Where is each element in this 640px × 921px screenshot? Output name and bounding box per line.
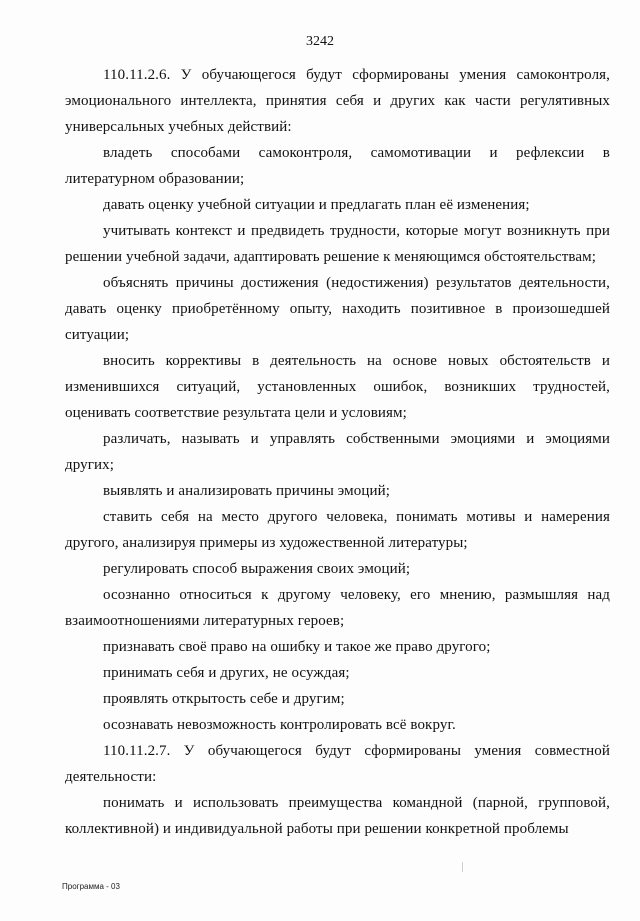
list-item: осознанно относиться к другому человеку, его мнению, размышляя над взаимоотношениями литературных героев; [65,587,610,629]
scan-artifact [462,862,463,872]
list-item: регулировать способ выражения своих эмоций; [103,561,411,577]
paragraph-section-heading: 110.11.2.7. У обучающегося будут сформированы умения совместной деятельности: [65,743,610,785]
page-number: 3242 [306,34,334,49]
list-item: выявлять и анализировать причины эмоций; [103,483,391,499]
list-item: учитывать контекст и предвидеть трудности, которые могут возникнуть при решении учебной задачи, адаптировать решение к меняющимся обстоятельствам; [65,223,610,265]
list-item: понимать и использовать преимущества командной (парной, групповой, коллективной) и индивидуальной работы при решении конкретной проблемы [65,795,610,837]
list-item: ставить себя на место другого человека, понимать мотивы и намерения другого, анализируя примеры из художественной литературы; [65,509,610,551]
list-item: признавать своё право на ошибку и такое же право другого; [103,639,491,655]
document-body [65,62,610,842]
list-item: вносить коррективы в деятельность на основе новых обстоятельств и изменившихся ситуаций, установленных ошибок, возникших трудностей, оценивать соответствие результата цели и условиям; [65,353,610,421]
list-item: давать оценку учебной ситуации и предлагать план её изменения; [103,197,530,213]
list-item: владеть способами самоконтроля, самомотивации и рефлексии в литературном образовании; [65,145,610,187]
list-item: различать, называть и управлять собственными эмоциями и эмоциями других; [65,431,610,473]
list-item: проявлять открытость себе и другим; [103,691,345,707]
paragraph-section-heading: 110.11.2.6. У обучающегося будут сформированы умения самоконтроля, эмоционального интеллекта, принятия себя и других как части регулятивных универсальных учебных действий: [65,67,610,135]
list-item: принимать себя и других, не осуждая; [103,665,350,681]
page-footer: Программа - 03 [62,882,120,891]
list-item: осознавать невозможность контролировать всё вокруг. [103,717,456,733]
list-item: объяснять причины достижения (недостижения) результатов деятельности, давать оценку приобретённому опыту, находить позитивное в произошедшей ситуации; [65,275,610,343]
